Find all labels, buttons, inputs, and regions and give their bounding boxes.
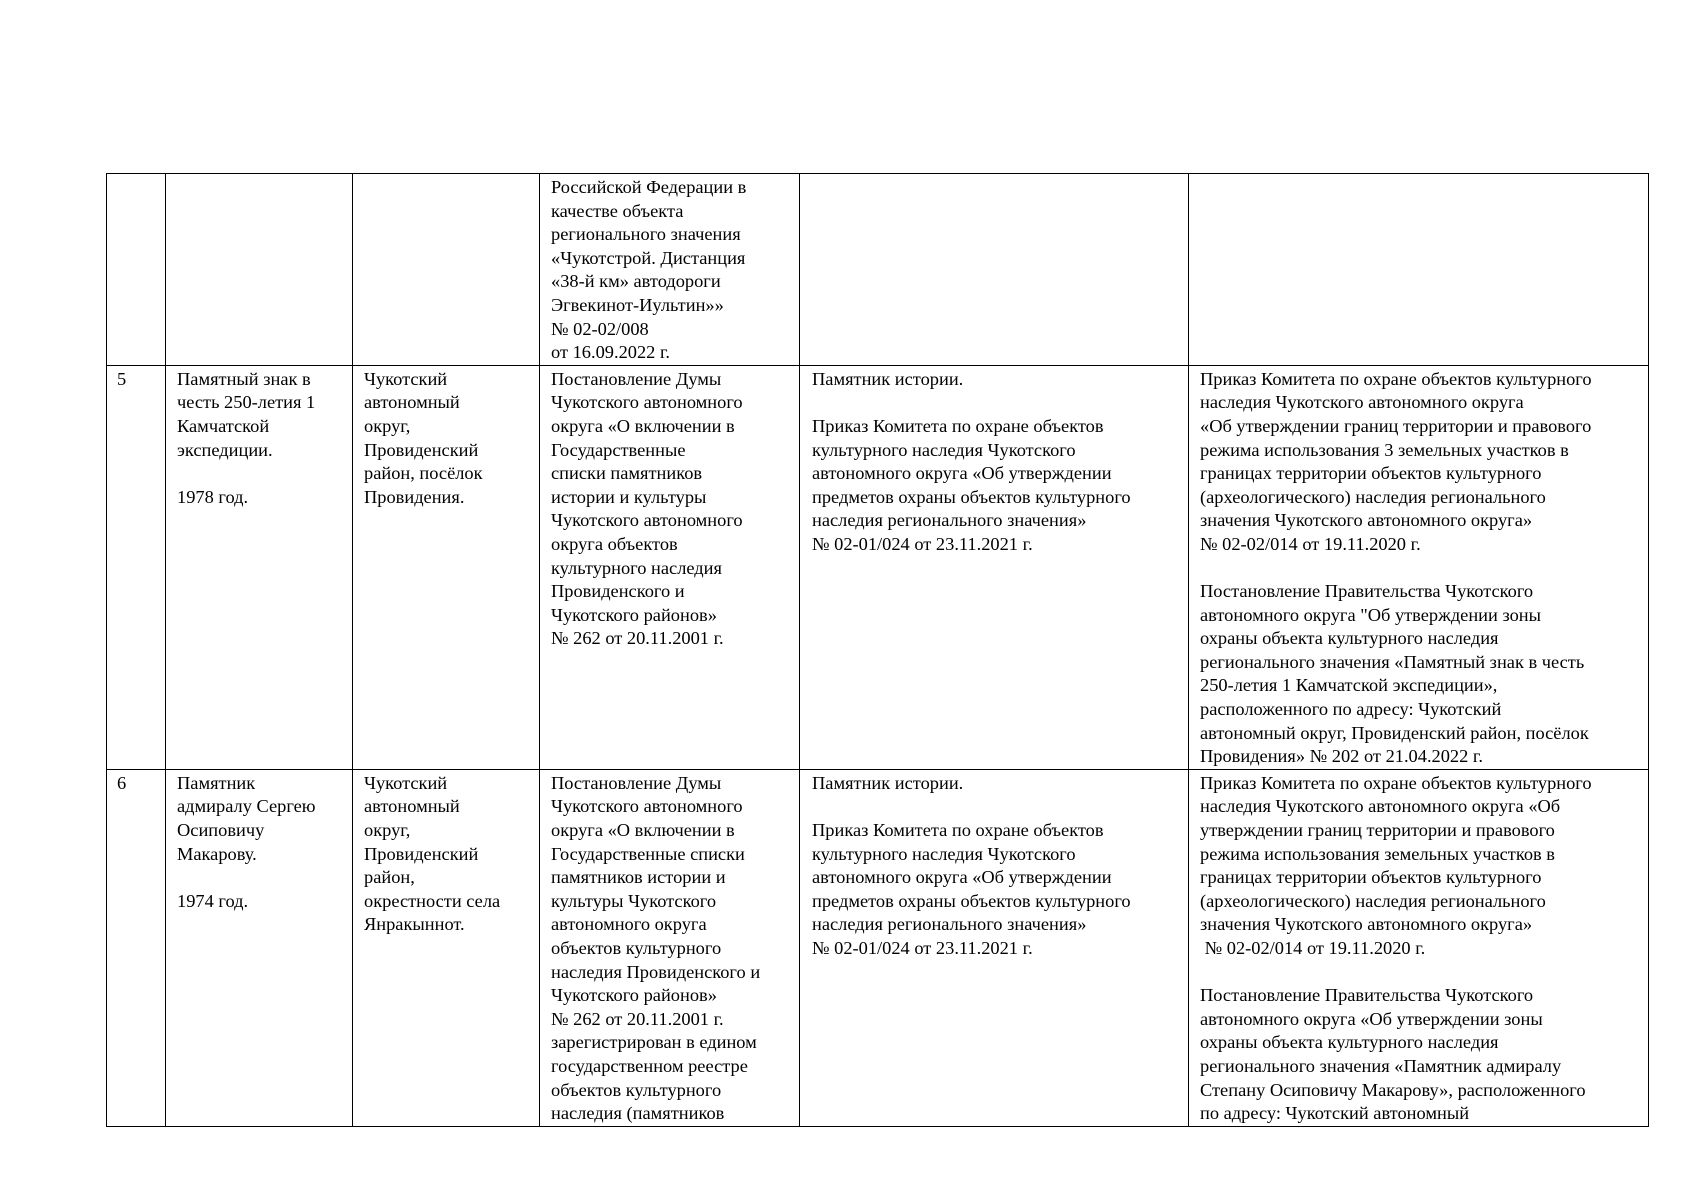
object-type-cell: Памятник истории. Приказ Комитета по охране объектов культурного наследия Чукотского автономного округа «Об утверждении предметов охраны объектов культурного наследия регионального значения» № 02-01/024 от 23.11.2021 г. [800,769,1189,1126]
object-type-cell: Памятник истории. Приказ Комитета по охране объектов культурного наследия Чукотского автономного округа «Об утверждении предметов охраны объектов культурного наследия регионального значения» № 02-01/024 от 23.11.2021 г. [800,365,1189,769]
boundaries-cell [1189,174,1649,366]
table-row [107,365,1649,769]
boundaries-cell: Приказ Комитета по охране объектов культурного наследия Чукотского автономного округа «Об утверждении границ территории и правового режима использования 3 земельных участков в границах территории объектов культурного (археологического) наследия регионального значения Чукотского автономного округа» № 02-02/014 от 19.11.2020 г. Постановление Правительства Чукотского автономного округа "Об утверждении зоны охраны объекта культурного наследия регионального значения «Памятный знак в честь 250-летия 1 Камчатской экспедиции», расположенного по адресу: Чукотский автономный округ, Провиденский район, посёлок Провидения» № 202 от 21.04.2022 г. [1189,365,1649,769]
object-name-cell: Памятник адмиралу Сергею Осиповичу Макарову. 1974 год. [166,769,353,1126]
location-cell: Чукотский автономный округ, Провиденский район, посёлок Провидения. [353,365,540,769]
object-name-cell: Памятный знак в честь 250-летия 1 Камчатской экспедиции. 1978 год. [166,365,353,769]
row-number-cell: 5 [107,365,166,769]
object-type-cell [800,174,1189,366]
boundaries-cell: Приказ Комитета по охране объектов культурного наследия Чукотского автономного округа «Об утверждении границ территории и правового режима использования земельных участков в границах территории объектов культурного (археологического) наследия регионального значения Чукотского автономного округа» № 02-02/014 от 19.11.2020 г. Постановление Правительства Чукотского автономного округа «Об утверждении зоны охраны объекта культурного наследия регионального значения «Памятник адмиралу Степану Осиповичу Макарову», расположенного по адресу: Чукотский автономный [1189,769,1649,1126]
registration-document-cell: Российской Федерации в качестве объекта регионального значения «Чукотстрой. Дистанция «38-й км» автодороги Эгвекинот-Иультин»» № 02-02/008 от 16.09.2022 г. [540,174,800,366]
registration-document-cell: Постановление Думы Чукотского автономного округа «О включении в Государственные списки памятников истории и культуры Чукотского автономного округа объектов культурного наследия Провиденского и Чукотского районов» № 262 от 20.11.2001 г. [540,365,800,769]
location-cell: Чукотский автономный округ, Провиденский район, окрестности села Янракыннот. [353,769,540,1126]
row-number-cell: 6 [107,769,166,1126]
heritage-objects-table [106,173,1649,1127]
table-row [107,769,1649,1126]
object-name-cell [166,174,353,366]
registration-document-cell: Постановление Думы Чукотского автономного округа «О включении в Государственные списки памятников истории и культуры Чукотского автономного округа объектов культурного наследия Провиденского и Чукотского районов» № 262 от 20.11.2001 г. зарегистрирован в едином государственном реестре объектов культурного наследия (памятников [540,769,800,1126]
row-number-cell [107,174,166,366]
table-row [107,174,1649,366]
location-cell [353,174,540,366]
